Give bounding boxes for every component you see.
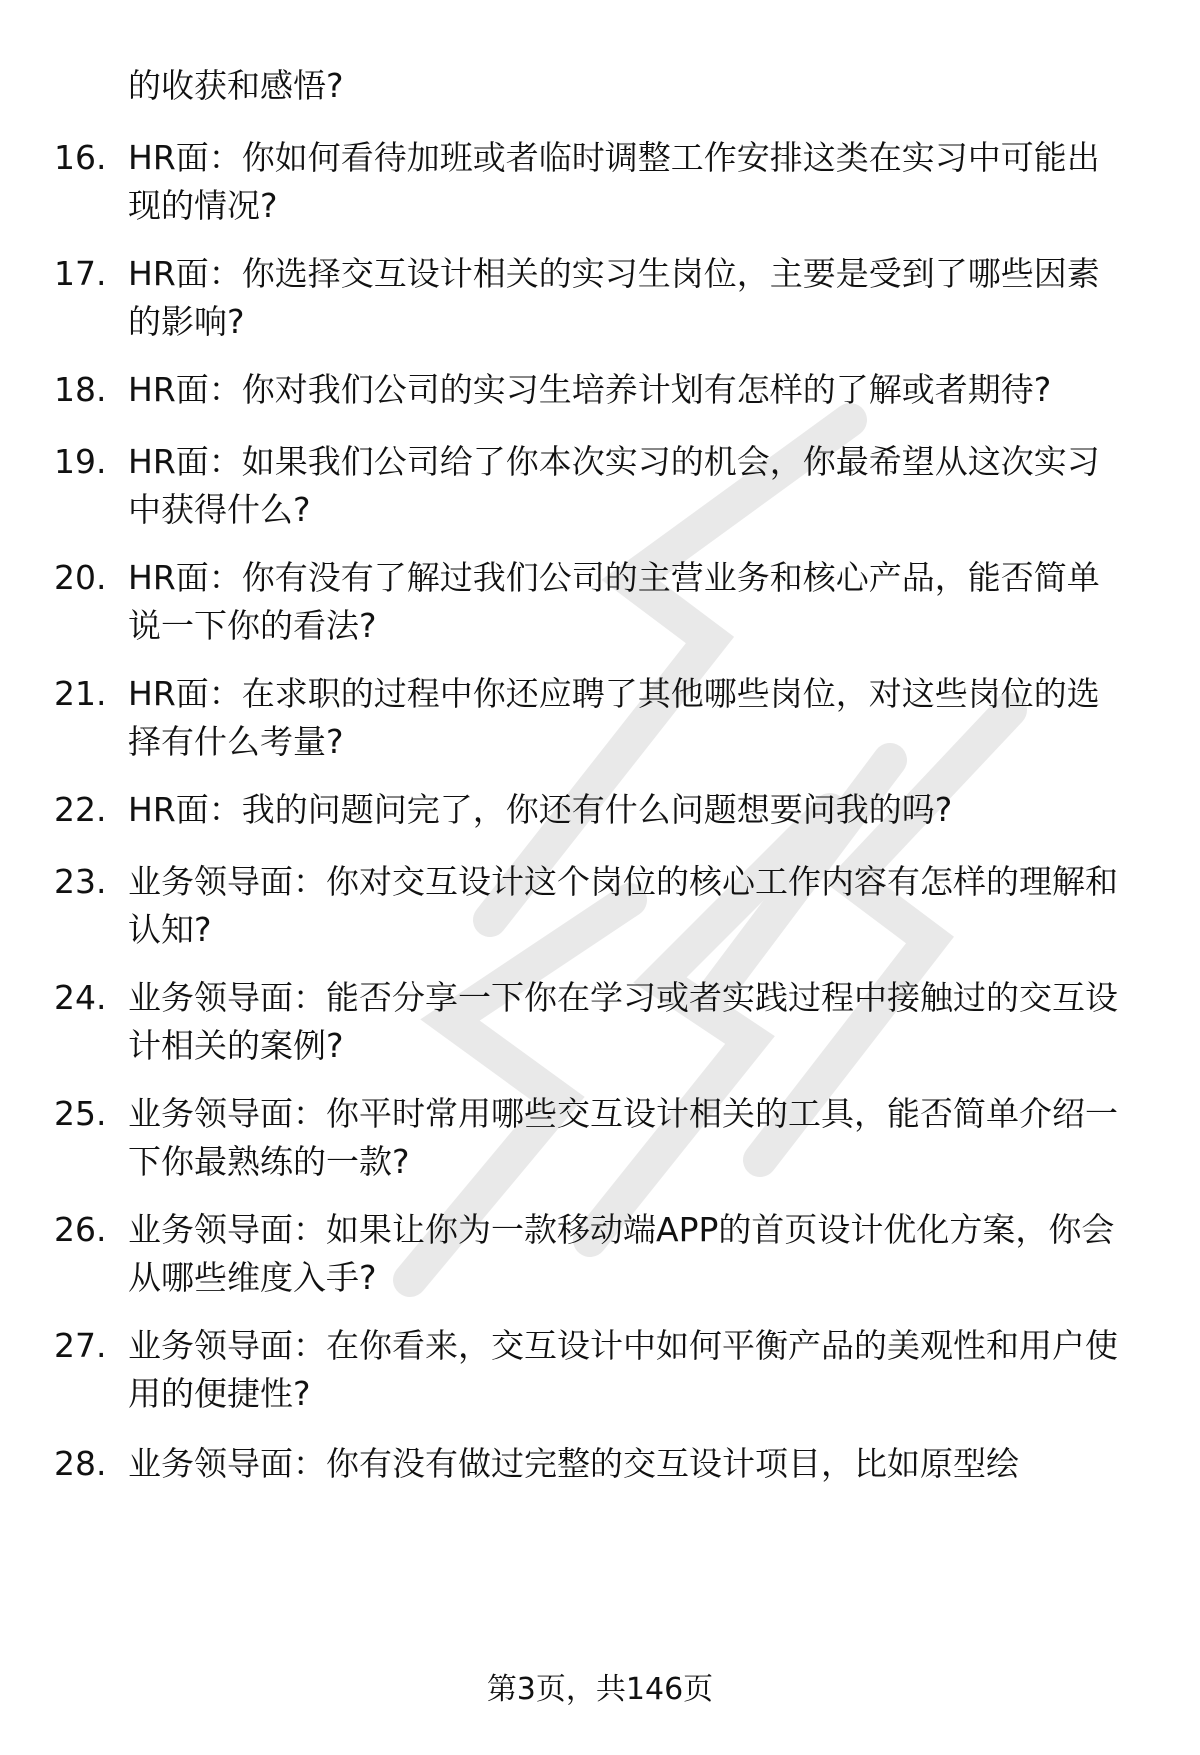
list-item — [48, 1090, 1148, 1186]
question-number: 20. — [54, 558, 107, 597]
question-number: 28. — [54, 1444, 107, 1483]
page-footer: 第3页，共146页 — [486, 1672, 714, 1707]
question-text: 业务领导面：你对交互设计这个岗位的核心工作内容有怎样的理解和认知? — [128, 862, 1118, 949]
question-number: 25. — [54, 1094, 107, 1133]
question-number: 21. — [54, 674, 107, 713]
question-text: HR面：在求职的过程中你还应聘了其他哪些岗位，对这些岗位的选择有什么考量? — [128, 674, 1100, 761]
list-item — [48, 554, 1148, 650]
question-number: 22. — [54, 790, 107, 829]
list-item — [48, 858, 1148, 954]
question-number: 16. — [54, 138, 107, 177]
question-text: 业务领导面：你平时常用哪些交互设计相关的工具，能否简单介绍一下你最熟练的一款? — [128, 1094, 1118, 1181]
question-text: HR面：你有没有了解过我们公司的主营业务和核心产品，能否简单说一下你的看法? — [128, 558, 1100, 645]
question-text: 业务领导面：你有没有做过完整的交互设计项目，比如原型绘 — [128, 1444, 1019, 1483]
question-text: HR面：你如何看待加班或者临时调整工作安排这类在实习中可能出现的情况? — [128, 138, 1100, 225]
list-item — [48, 1440, 1148, 1488]
list-item — [48, 786, 1148, 834]
list-item — [48, 1322, 1148, 1418]
question-number: 26. — [54, 1210, 107, 1249]
list-item — [48, 134, 1148, 230]
continued-question-text: 的收获和感悟? — [128, 66, 344, 105]
question-number: 24. — [54, 978, 107, 1017]
list-item — [48, 438, 1148, 534]
question-text: HR面：你选择交互设计相关的实习生岗位，主要是受到了哪些因素的影响? — [128, 254, 1100, 341]
question-text: 业务领导面：能否分享一下你在学习或者实践过程中接触过的交互设计相关的案例? — [128, 978, 1118, 1065]
question-number: 23. — [54, 862, 107, 901]
list-item — [48, 974, 1148, 1070]
list-item — [48, 1206, 1148, 1302]
question-number: 19. — [54, 442, 107, 481]
list-item — [48, 670, 1148, 766]
question-number: 17. — [54, 254, 107, 293]
question-text: HR面：你对我们公司的实习生培养计划有怎样的了解或者期待? — [128, 370, 1052, 409]
question-text: 业务领导面：如果让你为一款移动端APP的首页设计优化方案，你会从哪些维度入手? — [128, 1210, 1115, 1297]
question-text: HR面：我的问题问完了，你还有什么问题想要问我的吗? — [128, 790, 953, 829]
question-number: 18. — [54, 370, 107, 409]
question-number: 27. — [54, 1326, 107, 1365]
question-text: 业务领导面：在你看来，交互设计中如何平衡产品的美观性和用户使用的便捷性? — [128, 1326, 1118, 1413]
list-item — [48, 250, 1148, 346]
list-item — [48, 366, 1148, 414]
question-text: HR面：如果我们公司给了你本次实习的机会，你最希望从这次实习中获得什么? — [128, 442, 1100, 529]
